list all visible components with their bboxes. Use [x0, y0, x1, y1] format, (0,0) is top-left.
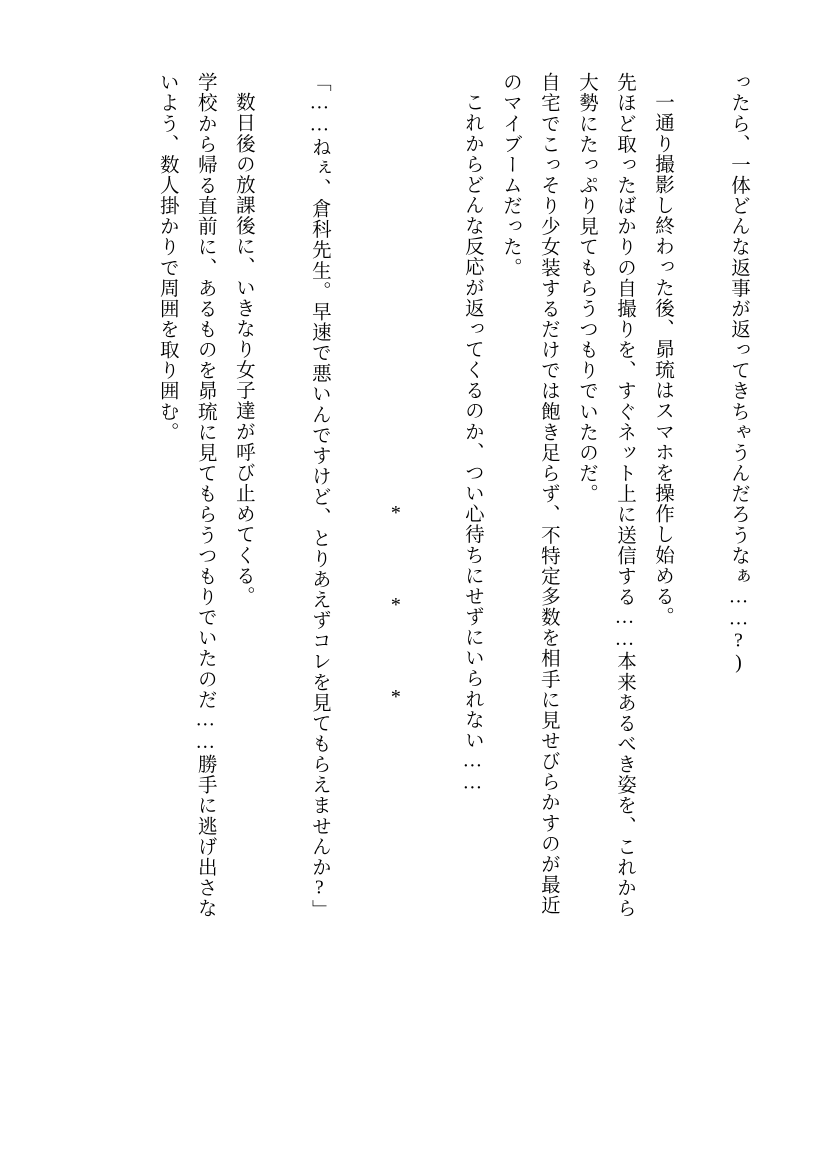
text-line: 数日後の放課後に、いきなり女子達が呼び止めてくる。 [232, 92, 254, 607]
text-line: ったら、一体どんな返事が返ってきちゃうんだろうなぁ……?) [728, 72, 749, 675]
text-line: 「……ねぇ、倉科先生。早速で悪いんですけど、とりあえずコレを見てもらえませんか?」 [308, 72, 330, 920]
text-line: 自宅でこっそり少女装するだけでは飽き足らず、不特定多数を相手に見せびらかすのが最近 [537, 72, 559, 916]
scene-separator: * * * [384, 502, 407, 732]
text-line: 先ほど取ったばかりの自撮りを、すぐネット上に送信する……本来あるべき姿を、これから [613, 72, 635, 919]
text-line-blank [338, 72, 376, 1097]
text-line: 大勢にたっぷり見てもらうつもりでいたのだ。 [575, 72, 597, 505]
text-line-blank [415, 72, 453, 1097]
text-line: 学校から帰る直前に、あるものを昴琉に見てもらうつもりでいたのだ……勝手に逃げ出さな [194, 72, 216, 919]
vertical-text-body [74, 72, 757, 1097]
text-line: これからどんな反応が返ってくるのか、つい心待ちにせずにいられない…… [461, 92, 483, 795]
text-line-blank [681, 72, 719, 1097]
text-line-blank [262, 72, 300, 1097]
text-line: のマイブームだった。 [499, 72, 521, 278]
text-line: いよう、数人掛かりで周囲を取り囲む。 [156, 72, 178, 443]
text-line: 一通り撮影し終わった後、昴琉はスマホを操作し始める。 [651, 92, 673, 627]
